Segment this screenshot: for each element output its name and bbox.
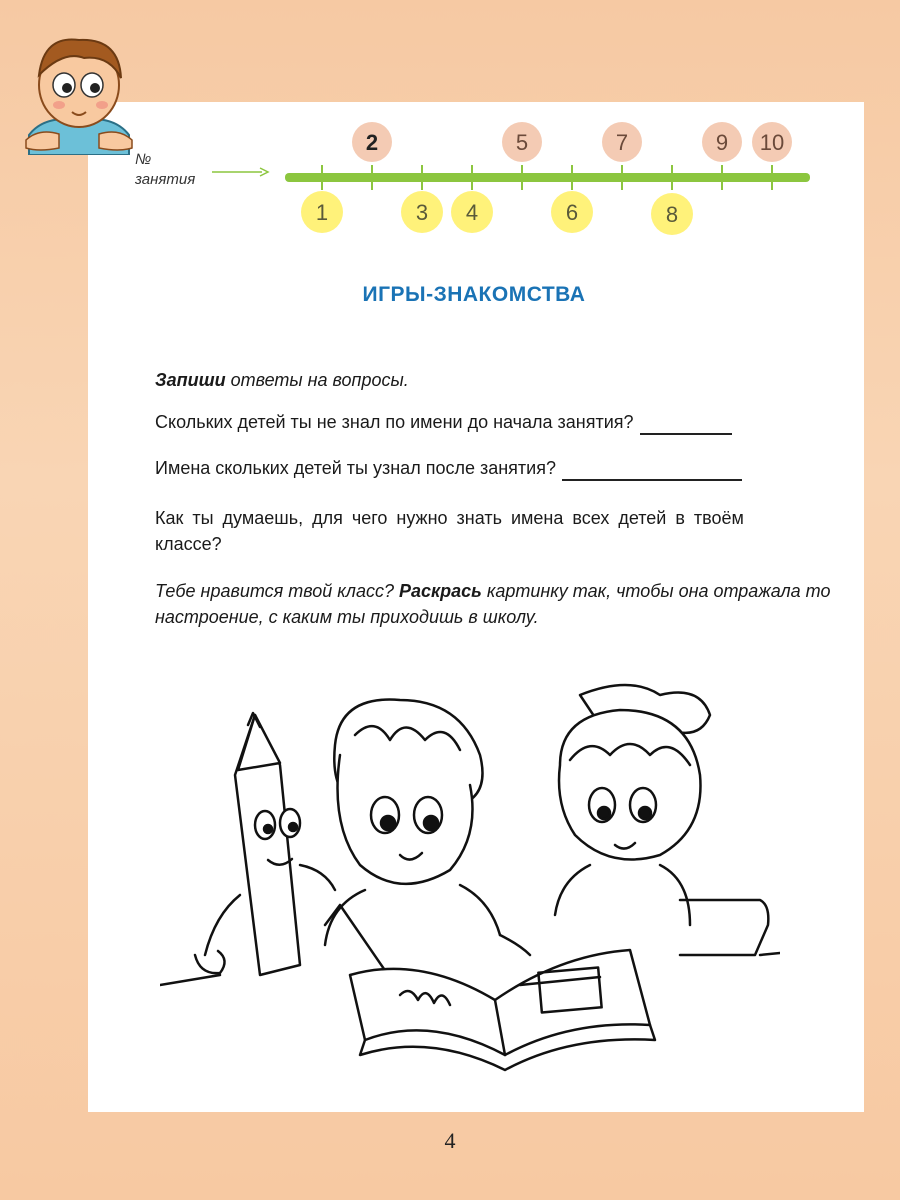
section-title: ИГРЫ-ЗНАКОМСТВА — [362, 283, 586, 306]
open-book-image — [350, 950, 655, 1070]
timeline-bottom-3: 4 — [465, 200, 479, 225]
instruction-write — [155, 367, 409, 393]
question-2-text: Имена скольких детей ты узнал после занятия? — [155, 458, 556, 478]
question-3 — [155, 505, 845, 557]
answer-line-2[interactable] — [562, 459, 742, 481]
mascot-boy-image — [24, 30, 134, 155]
girl-image — [555, 685, 768, 955]
timeline-bottom-2: 3 — [415, 200, 429, 225]
instruction-color-verb: Раскрась — [398, 581, 482, 601]
question-1 — [155, 409, 732, 435]
answer-line-1[interactable] — [640, 413, 732, 435]
timeline-top-2: 5 — [515, 130, 529, 155]
question-3-line1: Как ты думаешь, для чего нужно знать имена всех детей в твоём — [155, 508, 744, 528]
timeline-bottom-1: 1 — [315, 200, 329, 225]
timeline-label-line2: занятия — [135, 171, 196, 188]
instruction-color — [155, 578, 845, 630]
question-2 — [155, 455, 742, 481]
question-3-line2: классе? — [155, 534, 222, 554]
timeline-bottom-5: 8 — [665, 202, 679, 227]
timeline-top-1: 2 — [365, 130, 379, 155]
timeline-top-markers — [352, 122, 792, 162]
timeline-label-line1: № — [135, 151, 152, 168]
page-number: 4 — [444, 1128, 456, 1153]
lesson-timeline — [285, 120, 825, 250]
boy-image — [325, 700, 530, 985]
question-1-text: Скольких детей ты не знал по имени до начала занятия? — [155, 412, 634, 432]
timeline-bottom-markers — [301, 191, 693, 235]
timeline-bottom-4: 6 — [565, 200, 579, 225]
instruction-write-rest: ответы на вопросы. — [225, 370, 409, 390]
timeline-top-3: 7 — [615, 130, 629, 155]
instruction-write-verb: Запиши — [155, 370, 226, 390]
coloring-picture[interactable] — [160, 655, 780, 1085]
pencil-character-image — [195, 713, 335, 975]
instruction-color-part2: картинку так, чтобы она отражала то настроение, с каким ты приходишь в школу. — [155, 581, 831, 627]
instruction-color-part1: Тебе нравится твой класс? — [155, 581, 399, 601]
timeline-arrow-icon — [210, 166, 270, 178]
timeline-top-4: 9 — [715, 130, 729, 155]
timeline-top-5: 10 — [759, 130, 785, 155]
